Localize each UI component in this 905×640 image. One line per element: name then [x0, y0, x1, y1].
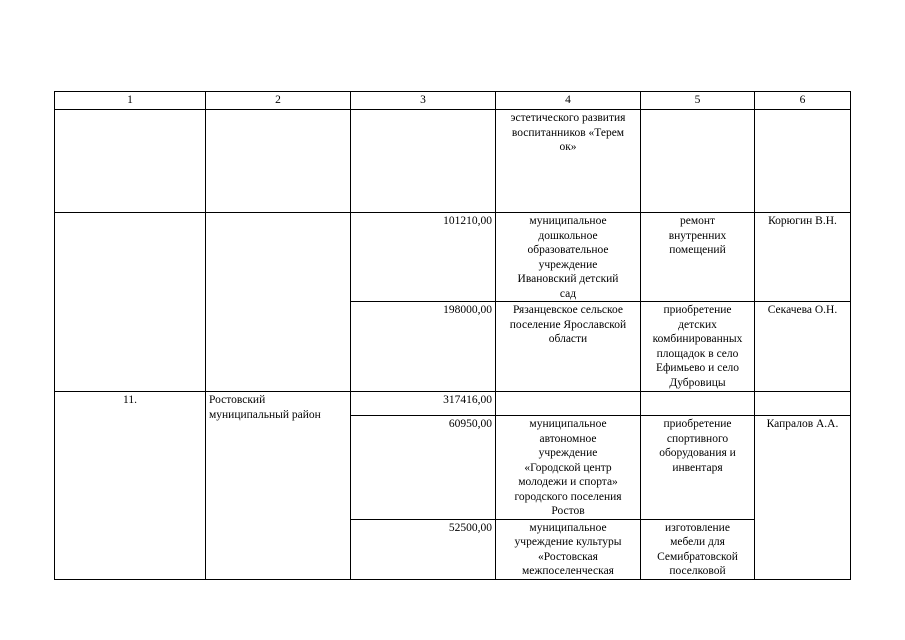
- empty-cell: [206, 213, 351, 392]
- empty-cell: [206, 110, 351, 213]
- empty-cell: [55, 213, 206, 392]
- header-cell: 2: [206, 92, 351, 110]
- purpose-cell: приобретение детских комбинированных площадок в село Ефимьево и село Дубровицы: [641, 302, 755, 392]
- institution-cell: эстетического развития воспитанников «Терем ок»: [496, 110, 641, 213]
- header-cell: 6: [755, 92, 851, 110]
- table-row: [55, 213, 851, 302]
- institution-cell: муниципальное учреждение культуры «Ростовская межпоселенческая: [496, 519, 641, 579]
- purpose-cell: изготовление мебели для Семибратовской поселковой: [641, 519, 755, 579]
- amount-cell: 101210,00: [351, 213, 496, 302]
- table-row: [55, 110, 851, 213]
- header-cell: 3: [351, 92, 496, 110]
- table-row: [55, 392, 851, 416]
- purpose-cell: приобретение спортивного оборудования и инвентаря: [641, 416, 755, 520]
- empty-cell: [351, 110, 496, 213]
- amount-cell: 60950,00: [351, 416, 496, 520]
- empty-cell: [755, 110, 851, 213]
- empty-cell: [641, 392, 755, 416]
- responsible-person-cell: Капралов А.А.: [755, 416, 851, 580]
- district-cell: Ростовский муниципальный район: [206, 392, 351, 580]
- header-row: [55, 92, 851, 110]
- allocation-table: [54, 91, 851, 580]
- empty-cell: [496, 392, 641, 416]
- header-cell: 1: [55, 92, 206, 110]
- institution-cell: Рязанцевское сельское поселение Ярославской области: [496, 302, 641, 392]
- header-cell: 4: [496, 92, 641, 110]
- empty-cell: [755, 392, 851, 416]
- responsible-person-cell: Секачева О.Н.: [755, 302, 851, 392]
- responsible-person-cell: Корюгин В.Н.: [755, 213, 851, 302]
- header-cell: 5: [641, 92, 755, 110]
- empty-cell: [641, 110, 755, 213]
- institution-cell: муниципальное дошкольное образовательное учреждение Ивановский детский сад: [496, 213, 641, 302]
- amount-cell: 198000,00: [351, 302, 496, 392]
- amount-cell: 52500,00: [351, 519, 496, 579]
- empty-cell: [55, 110, 206, 213]
- amount-cell: 317416,00: [351, 392, 496, 416]
- row-number-cell: 11.: [55, 392, 206, 580]
- institution-cell: муниципальное автономное учреждение «Городской центр молодежи и спорта» городского поселения Ростов: [496, 416, 641, 520]
- purpose-cell: ремонт внутренних помещений: [641, 213, 755, 302]
